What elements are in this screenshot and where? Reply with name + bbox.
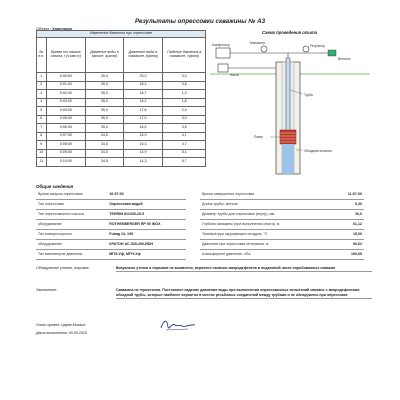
pressure-col-header: Давление воды в скважине, b(атм): [123, 38, 163, 73]
table-cell: 35,0: [86, 98, 123, 107]
table-cell: 15,3: [123, 141, 163, 150]
pump-label: Насос: [230, 73, 240, 77]
info-value: 26,0: [334, 210, 364, 220]
table-cell: 14,3: [123, 158, 163, 167]
table-cell: 35,0: [86, 90, 123, 99]
table-cell: 0:08:00: [46, 141, 86, 150]
table-cell: 0:05:00: [46, 115, 86, 124]
info-row: [200, 250, 364, 260]
conclusion-value: Скважина не герметична. Постоянное падение давления воды при выполнении опрессовочных испытаний связано с микродефектами обсадной трубы, которые наиболее вероятно в местах резьбовых соединений между трубами и не обнаружены при опрессовке: [116, 288, 372, 299]
info-row: [36, 220, 186, 230]
pressure-table-body: [37, 73, 206, 167]
info-key: Атмосферное давление, кПа: [200, 250, 334, 260]
info-key: Диаметр трубы для опрессовки (внутр), мм: [200, 210, 334, 220]
table-cell: 18,2: [123, 81, 163, 90]
table-cell: 17,6: [123, 107, 163, 116]
packer-label: Пакер: [254, 135, 264, 139]
info-row: [200, 220, 364, 230]
table-cell: 4: [37, 98, 47, 107]
conclusion-label: Заключение:: [36, 288, 58, 292]
table-row: [37, 132, 206, 141]
table-cell: 9: [37, 141, 47, 150]
table-cell: 34,5: [86, 149, 123, 158]
info-key: Длина трубы, метров: [200, 200, 334, 210]
pressure-table: [36, 30, 206, 167]
table-cell: 14,9: [123, 149, 163, 158]
table-cell: 0:03:00: [46, 98, 86, 107]
table-cell: 1: [37, 73, 47, 82]
table-row: [37, 115, 206, 124]
table-row: [37, 98, 206, 107]
info-row: [36, 230, 186, 240]
conclusion-block: [36, 288, 372, 312]
report-title: Результаты опрессовки скважины № А3: [134, 18, 266, 25]
object-label: Объект:: [36, 26, 51, 31]
info-value: 61,12: [334, 220, 364, 230]
object-value: Хвастово: [51, 26, 73, 31]
table-cell: 35,0: [86, 107, 123, 116]
info-key: Тип опрессовочного насоса: [36, 210, 107, 220]
info-row: [200, 200, 364, 210]
table-cell: 34,5: [86, 158, 123, 167]
table-cell: 3,5: [163, 124, 206, 133]
general-info-title: Общие сведения: [36, 184, 74, 189]
compressor-label: Компрессор: [212, 43, 230, 47]
info-key: Время завершения опрессовки: [200, 190, 334, 200]
table-cell: 2: [37, 81, 47, 90]
table-cell: 8: [37, 132, 47, 141]
info-key: Тип компрессорного: [36, 230, 107, 240]
table-cell: 35,0: [86, 124, 123, 133]
info-row: [36, 210, 186, 220]
performed-by: Опыт провел: Царев Михаил: [36, 323, 86, 327]
general-info-left: [36, 190, 186, 260]
table-cell: 17,0: [123, 115, 163, 124]
table-cell: 5: [37, 107, 47, 116]
info-key: Тип опрессовки: [36, 200, 107, 210]
info-value: 0,40: [334, 200, 364, 210]
test-pipe: [286, 58, 290, 132]
well-label: Обсадная колонна: [304, 149, 332, 153]
table-cell: 25,0: [123, 73, 163, 82]
info-value: 15,00: [334, 230, 364, 240]
info-key: Тип манометров давления: [36, 250, 107, 260]
table-cell: 5,7: [163, 158, 206, 167]
pressure-col-header: № п.п.: [37, 38, 47, 73]
leaks-value: Визуально утечки и порывов не выявлено, вероятно наличие микродефектов в подземной части опробованных скважин: [116, 266, 372, 272]
diagram-title: Схема проведения опыта: [262, 30, 318, 35]
info-value: МПЭ-Уф, МПЧ-Уф: [107, 250, 186, 260]
leaks-block: [36, 266, 372, 282]
regulator-icon: [303, 46, 309, 52]
info-value: Fubag OL 195: [107, 230, 186, 240]
table-cell: 15,9: [123, 132, 163, 141]
signature-image: [158, 316, 198, 334]
info-row: [200, 210, 364, 220]
table-row: [37, 73, 206, 82]
info-row: [200, 190, 364, 200]
info-value: TEHRIM 811030-25-5: [107, 210, 186, 220]
info-key: Время запуска опрессовки: [36, 190, 107, 200]
info-value: 90,62: [334, 240, 364, 250]
table-cell: 3: [37, 90, 47, 99]
table-cell: 0:01:00: [46, 81, 86, 90]
general-info-right: [200, 190, 364, 260]
valve-icon: [328, 50, 336, 56]
table-cell: 1,3: [163, 90, 206, 99]
table-cell: 0:02:00: [46, 90, 86, 99]
manometer-label: Манометр: [250, 41, 266, 45]
table-cell: 10: [37, 149, 47, 158]
leaks-label: Обнаружение утечек, порывов:: [36, 266, 90, 270]
info-row: [36, 240, 186, 250]
table-cell: 0,0: [163, 73, 206, 82]
table-cell: 35,0: [86, 81, 123, 90]
table-row: [37, 107, 206, 116]
table-row: [37, 149, 206, 158]
info-row: [200, 230, 364, 240]
table-cell: 35,0: [86, 115, 123, 124]
info-value: ROTHENBERGER RP 50 INOX: [107, 220, 186, 230]
test-date: Дата выполнения: 09.09.2015: [36, 331, 87, 335]
table-cell: 0:00:00: [46, 73, 86, 82]
compressor-icon: [216, 48, 230, 58]
pipe-label: Труба: [304, 93, 313, 97]
info-key: Давление при опрессовке интервала, м: [200, 240, 334, 250]
regulator-label: Регулятор: [310, 44, 325, 48]
info-value: КРАТОН AC-530-200-BDH: [107, 240, 186, 250]
pressure-col-header: Давление воды в насосе, а(атм): [86, 38, 123, 73]
info-value: 100,65: [334, 250, 364, 260]
table-row: [37, 90, 206, 99]
table-cell: 2,4: [163, 107, 206, 116]
pressure-col-header: Время от начала опыта, t (ч:мм:сс): [46, 38, 86, 73]
info-value: 10:57:00: [107, 190, 186, 200]
table-cell: 34,5: [86, 141, 123, 150]
pressure-table-header: [37, 38, 206, 73]
info-key: Глубина скважины (при выполнении опыта), м: [200, 220, 334, 230]
table-cell: 1,8: [163, 98, 206, 107]
table-cell: 0,8: [163, 81, 206, 90]
table-row: [37, 141, 206, 150]
table-cell: 4,7: [163, 141, 206, 150]
table-cell: 18,7: [123, 90, 163, 99]
info-key: оборудование: [36, 240, 107, 250]
table-cell: 4,1: [163, 132, 206, 141]
table-cell: 5,1: [163, 149, 206, 158]
info-row: [36, 190, 186, 200]
info-row: [36, 250, 186, 260]
pressure-col-header: Падение давления в скважине, c(атм): [163, 38, 206, 73]
table-cell: 0:04:00: [46, 107, 86, 116]
pump-icon: [218, 64, 228, 72]
valve-label: Вентиль: [338, 57, 351, 61]
info-value: Опрессовка водой: [107, 200, 186, 210]
manometer-icon: [261, 46, 267, 52]
table-cell: 7: [37, 124, 47, 133]
info-row: [200, 240, 364, 250]
test-scheme-diagram: [210, 34, 370, 182]
table-cell: 11: [37, 158, 47, 167]
table-cell: 0:10:00: [46, 158, 86, 167]
table-cell: 18,2: [123, 98, 163, 107]
table-cell: 6: [37, 115, 47, 124]
pressure-table-caption: Изменение давления при опрессовке: [37, 31, 206, 38]
table-row: [37, 124, 206, 133]
table-cell: 16,5: [123, 124, 163, 133]
table-row: [37, 81, 206, 90]
info-key: Температура окружающего воздуха, °С: [200, 230, 334, 240]
info-value: 11:07:00: [334, 190, 364, 200]
table-row: [37, 158, 206, 167]
table-cell: 35,0: [86, 73, 123, 82]
info-row: [36, 200, 186, 210]
table-cell: 34,5: [86, 132, 123, 141]
table-cell: 0:06:00: [46, 124, 86, 133]
info-key: оборудование: [36, 220, 107, 230]
table-cell: 0:09:00: [46, 149, 86, 158]
table-cell: 3,0: [163, 115, 206, 124]
table-cell: 0:07:00: [46, 132, 86, 141]
